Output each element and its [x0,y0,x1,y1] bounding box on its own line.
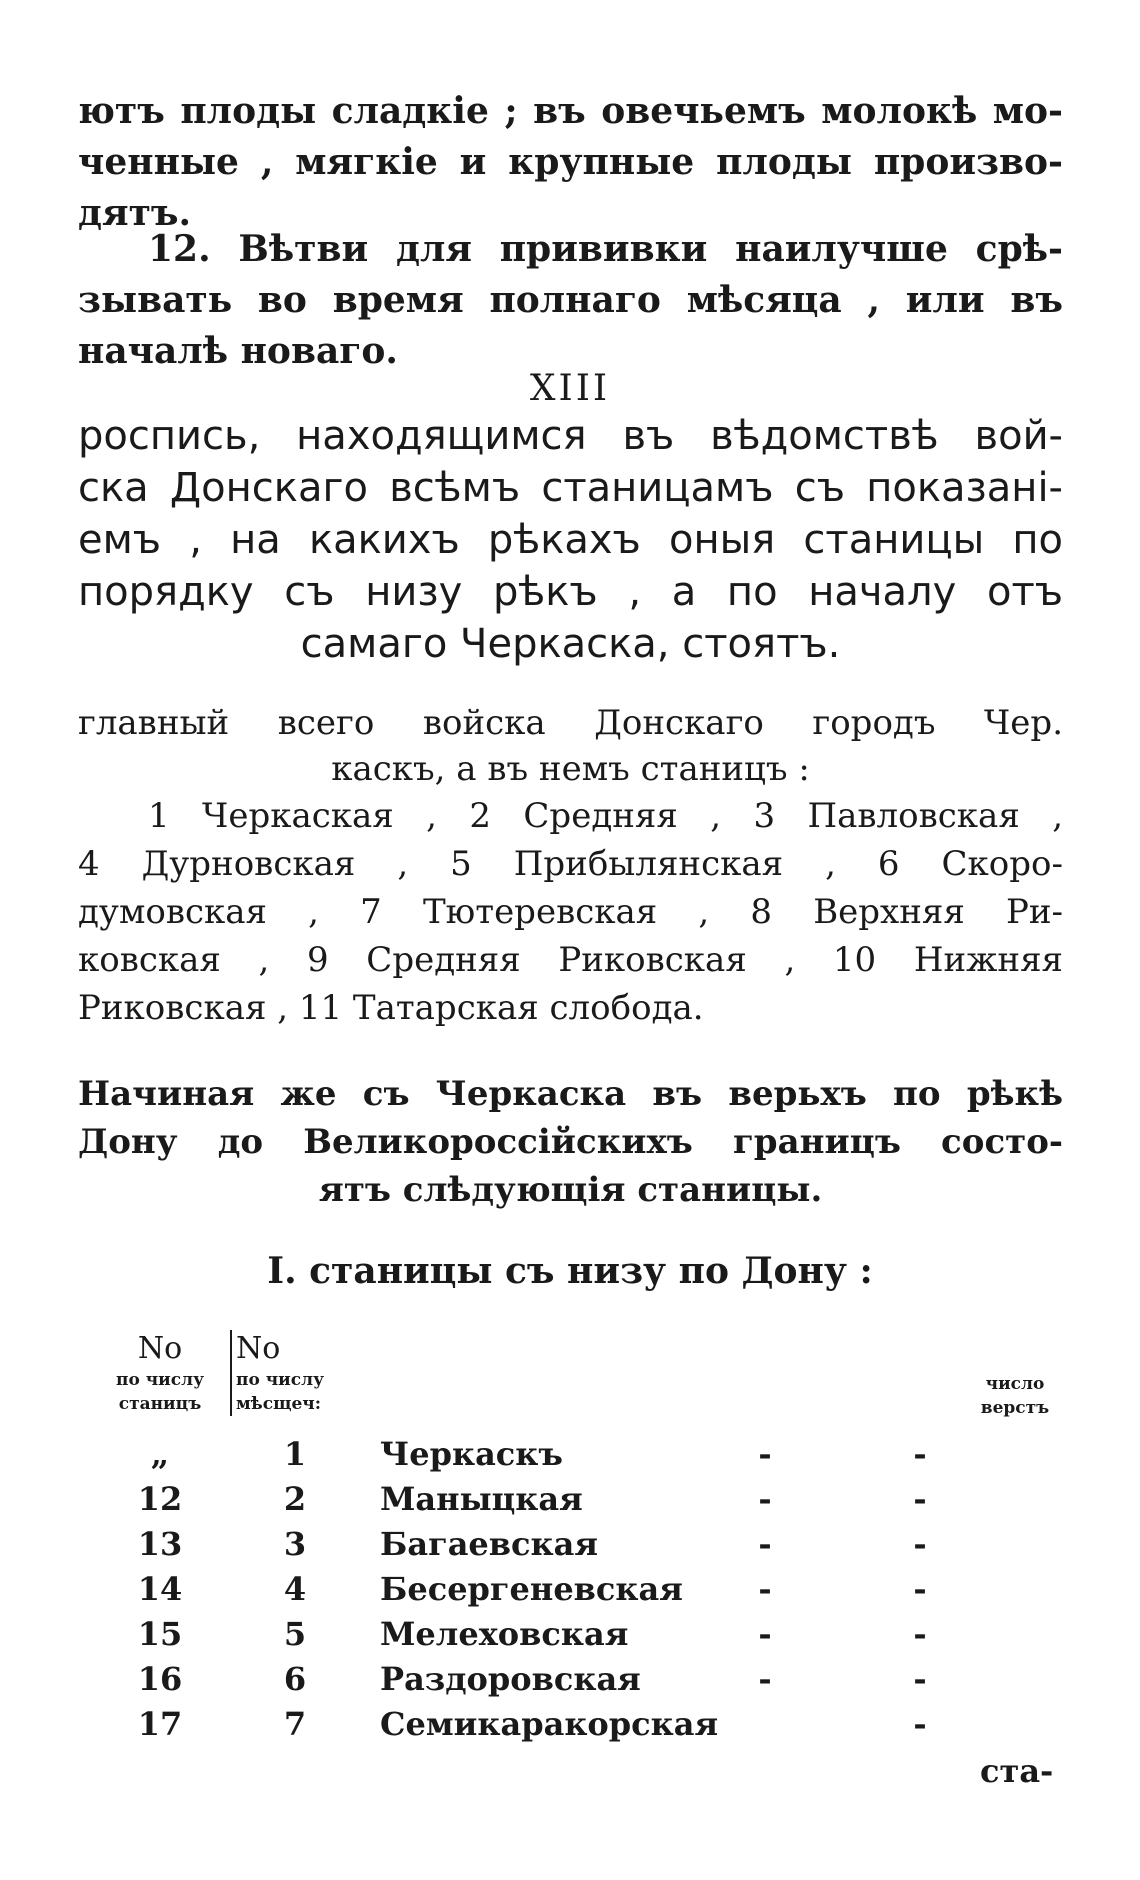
text-line: ковская , 9 Средняя Риковская , 10 Нижняя [78,940,1063,980]
title-line: самаго Черкаска, стоятъ. [300,621,841,667]
title-line: роспись, находящимся въ вѣдомствѣ вой- [78,413,1063,459]
place-number: 6 [283,1660,307,1698]
column-header-place-number [230,1330,366,1416]
header-line: по числу [116,1370,204,1390]
text-line: Риковская , 11 Татарская слобода. [78,988,704,1028]
text-line: ютъ плоды сладкіе ; въ овечьемъ молокѣ мо- [78,90,1063,132]
header-line: станицъ [118,1394,202,1414]
stanitsa-number: 15 [137,1615,183,1653]
stanitsa-name: Мелеховская [380,1615,629,1653]
text-line: думовская , 7 Тютеревская , 8 Верхняя Ри- [78,892,1063,932]
paragraph-continuation [78,86,1063,239]
column-header-versts [960,1372,1070,1420]
section-number: XIII [529,368,611,409]
table-row [0,1702,1140,1747]
stanitsa-name: Черкаскъ [380,1435,563,1473]
dash-cell: - [758,1480,772,1518]
place-number: 2 [283,1480,307,1518]
stanitsa-number: 12 [137,1480,183,1518]
text-line: дятъ. [78,192,192,234]
header-line: по числу [236,1370,324,1390]
dash-cell: - [913,1525,927,1563]
dash-cell: - [913,1570,927,1608]
text-line: Начиная же съ Черкаска въ верьхъ по рѣкѣ [78,1074,1063,1114]
place-number: 3 [283,1525,307,1563]
place-number: 5 [283,1615,307,1653]
header-no: No [236,1331,281,1366]
title-line: ска Донскаго всѣмъ станицамъ съ показані- [78,465,1063,511]
text-line: 12. Вѣтви для прививки наилучше срѣ- [148,228,1063,270]
place-number: 1 [283,1435,307,1473]
title-line: порядку съ низу рѣкъ , а по началу отъ [78,569,1063,615]
stanitsa-name: Бесергеневская [380,1570,683,1608]
stanitsa-name: Семикаракорская [380,1705,719,1743]
catchword: ста- [980,1752,1054,1790]
text-line: ятъ слѣдующія станицы. [318,1170,823,1210]
begin-paragraph [78,1070,1063,1214]
header-no: No [137,1331,183,1366]
section-title [78,410,1063,670]
stanitsa-number: 13 [137,1525,183,1563]
table-row [0,1432,1140,1477]
dash-cell: - [758,1660,772,1698]
text-line: Дону до Великороссійскихъ границъ состо- [78,1122,1063,1162]
stanitsa-list [78,792,1063,1032]
dash-cell: - [913,1660,927,1698]
title-line: емъ , на какихъ рѣкахъ оныя станицы по [78,517,1063,563]
dash-cell: - [913,1705,927,1743]
stanitsa-number: 16 [137,1660,183,1698]
column-header-stanitsa-number [96,1330,224,1416]
text-line: главный всего войска Донскаго городъ Чер. [78,703,1063,743]
header-line: мѣсщеч: [236,1394,321,1414]
header-line: число [985,1374,1045,1394]
text-line: ченные , мягкіе и крупные плоды произво- [78,141,1063,183]
header-line: верстъ [980,1398,1050,1418]
table-row [0,1612,1140,1657]
paragraph-12 [78,224,1063,377]
stanitsa-number: 17 [137,1705,183,1743]
place-number: 7 [283,1705,307,1743]
table-row [0,1522,1140,1567]
stanitsa-number: „ [150,1435,170,1473]
table-row [0,1567,1140,1612]
stanitsa-table [0,1432,1140,1747]
text-line: 4 Дурновская , 5 Прибылянская , 6 Скоро- [78,844,1063,884]
stanitsa-name: Маныцкая [380,1480,583,1518]
text-line: зывать во время полнаго мѣсяца , или въ [78,279,1063,321]
section-heading: I. станицы съ низу по Дону : [267,1250,873,1292]
stanitsa-name: Раздоровская [380,1660,641,1698]
stanitsa-number: 14 [137,1570,183,1608]
table-row [0,1477,1140,1522]
capital-paragraph [78,700,1063,792]
text-line: каскъ, а въ немъ станицъ : [331,749,810,789]
dash-cell: - [913,1435,927,1473]
dash-cell: - [913,1480,927,1518]
text-line: началѣ новаго. [78,330,398,372]
dash-cell: - [758,1570,772,1608]
text-line: 1 Черкаская , 2 Средняя , 3 Павловская , [148,796,1063,836]
dash-cell: - [758,1615,772,1653]
stanitsa-name: Багаевская [380,1525,598,1563]
dash-cell: - [758,1435,772,1473]
dash-cell: - [758,1525,772,1563]
place-number: 4 [283,1570,307,1608]
dash-cell: - [913,1615,927,1653]
table-row [0,1657,1140,1702]
